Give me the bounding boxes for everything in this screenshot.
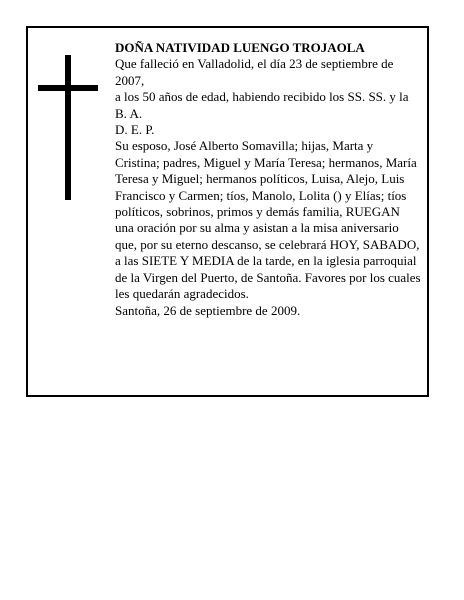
cross-horizontal-bar <box>38 85 98 91</box>
age-and-sacraments: a los 50 años de edad, habiendo recibido los SS. SS. y la B. A. <box>115 89 409 121</box>
rip-abbreviation: D. E. P. <box>115 122 155 138</box>
obituary-notice <box>26 26 429 397</box>
cross-vertical-bar <box>65 55 71 200</box>
cross-icon <box>38 55 98 200</box>
place-and-date: Santoña, 26 de septiembre de 2009. <box>115 302 301 318</box>
notice-text <box>115 40 421 319</box>
deceased-name: DOÑA NATIVIDAD LUENGO TROJAOLA <box>115 40 365 55</box>
family-announcement: Su esposo, José Alberto Somavilla; hijas, Marta y Cristina; padres, Miguel y María Teresa; hermanos, María Teresa y Miguel; hermanos políticos, Luisa, Alejo, Luis Francisco y Carmen; tíos, Manolo, Lolita () y Elías; tíos políticos, sobrinos, primos y demás familia, RUEGAN una oración por su alma y asistan a la misa aniversario que, por su eterno descanso, se celebrará HOY, SABADO, a las SIETE Y MEDIA de la tarde, en la iglesia parroquial de la Virgen del Puerto, de Santoña. Favores por los cuales les quedarán agradecidos. <box>115 138 421 302</box>
death-details: Que falleció en Valladolid, el día 23 de septiembre de 2007, <box>115 56 394 88</box>
